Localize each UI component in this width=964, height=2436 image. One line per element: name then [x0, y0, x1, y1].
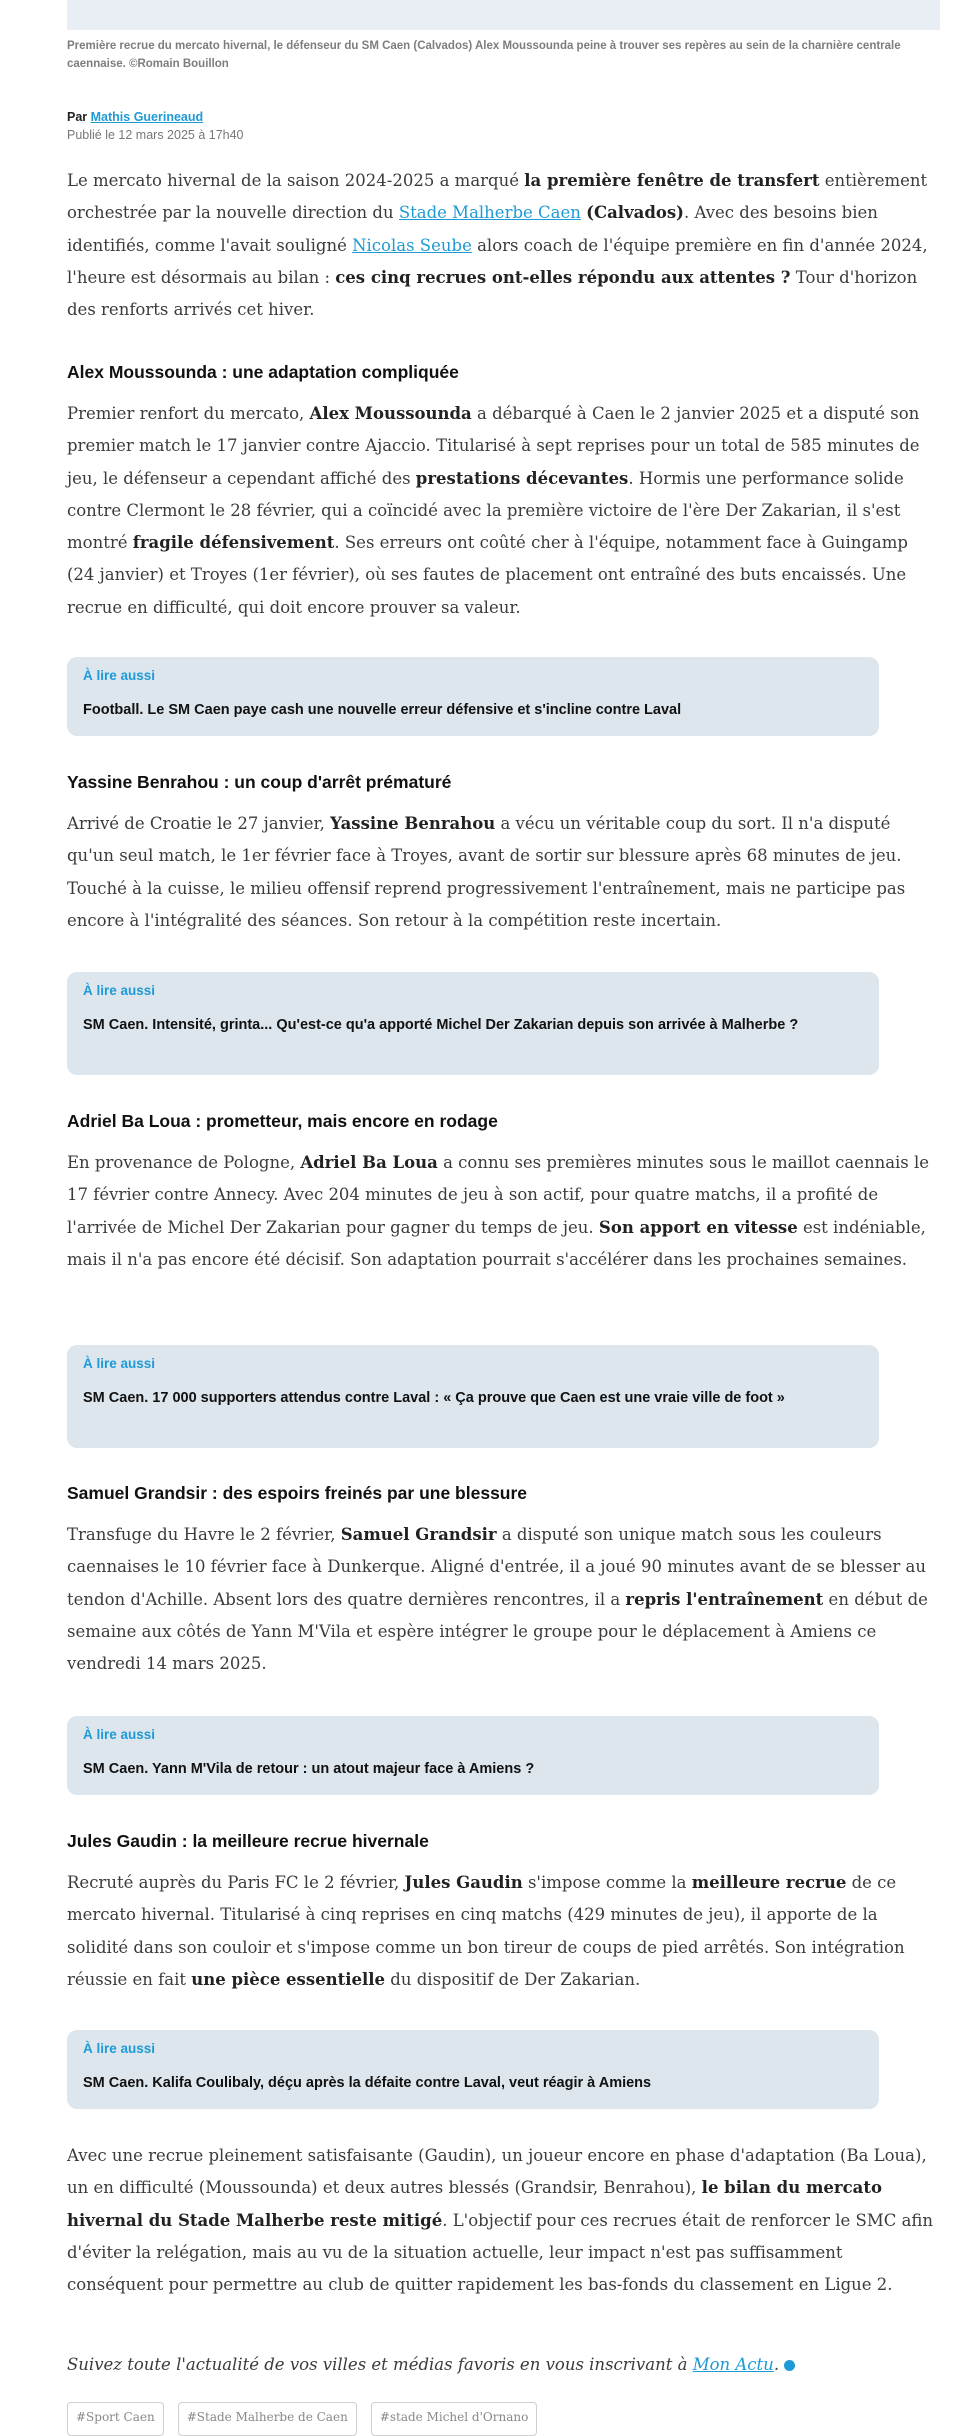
section-paragraph-moussounda: Premier renfort du mercato, Alex Moussounda a débarqué à Caen le 2 janvier 2025 et a disputé son premier match le 17 janvier contre Ajaccio. Titularisé à sept reprises pour un total de 585 minutes de jeu, le défenseur a cependant affiché des prestations décevantes. Hormis une performance solide contre Clermont le 28 février, qui a coïncidé avec la première victoire de l'ère Der Zakarian, il s'est montré fragile défensivement. Ses erreurs ont coûté cher à l'équipe, notamment face à Guingamp (24 janvier) et Troyes (1er février), où ses fautes de placement ont entraîné des buts encaissés. Une recrue en difficulté, qui doit encore prouver sa valeur. [67, 404, 920, 617]
section-heading-moussounda: Alex Moussounda : une adaptation compliquée [67, 362, 459, 382]
image-caption: Première recrue du mercato hivernal, le défenseur du SM Caen (Calvados) Alex Moussounda peine à trouver ses repères au sein de la charnière centrale caennaise. ©Romain Bouillon [67, 40, 901, 70]
tag-list [67, 2402, 537, 2436]
article-image-bottom [67, 0, 940, 30]
related-title[interactable]: Football. Le SM Caen paye cash une nouvelle erreur défensive et s'incline contre Laval [83, 702, 682, 718]
related-title[interactable]: SM Caen. Intensité, grinta... Qu'est-ce qu'a apporté Michel Der Zakarian depuis son arrivée à Malherbe ? [83, 1017, 799, 1033]
conclusion-paragraph: Avec une recrue pleinement satisfaisante (Gaudin), un joueur encore en phase d'adaptation (Ba Loua), un en difficulté (Moussounda) et deux autres blessés (Grandsir, Benrahou), le bilan du mercato hivernal du Stade Malherbe reste mitigé. L'objectif pour ces recrues était de renforcer le SMC afin d'éviter la relégation, mais au vu de la situation actuelle, leur impact n'est pas suffisamment conséquent pour permettre au club de quitter rapidement les bas-fonds du classement en Ligue 2. [67, 2146, 934, 2295]
related-title[interactable]: SM Caen. Kalifa Coulibaly, déçu après la défaite contre Laval, veut réagir à Amiens [83, 2075, 652, 2091]
related-article-box[interactable] [67, 2030, 879, 2109]
related-title[interactable]: SM Caen. 17 000 supporters attendus contre Laval : « Ça prouve que Caen est une vraie ville de foot » [83, 1390, 785, 1406]
publish-date: Publié le 12 mars 2025 à 17h40 [67, 128, 244, 142]
section-heading-baloua: Adriel Ba Loua : prometteur, mais encore en rodage [67, 1111, 498, 1131]
mon-actu-link[interactable]: Mon Actu [692, 2355, 774, 2374]
related-article-box[interactable] [67, 1345, 879, 1448]
related-kicker: À lire aussi [83, 668, 156, 683]
related-kicker: À lire aussi [83, 983, 156, 998]
section-paragraph-gaudin: Recruté auprès du Paris FC le 2 février, Jules Gaudin s'impose comme la meilleure recrue de ce mercato hivernal. Titularisé à cinq reprises en cinq matchs (429 minutes de jeu), il apporte de la solidité dans son couloir et s'impose comme un bon tireur de coups de pied arrêtés. Son intégration réussie en fait une pièce essentielle du dispositif de Der Zakarian. [67, 1873, 905, 1989]
byline [67, 108, 940, 126]
intro-paragraph: Le mercato hivernal de la saison 2024-2025 a marqué la première fenêtre de transfert entièrement orchestrée par la nouvelle direction du Stade Malherbe Caen (Calvados). Avec des besoins bien identifiés, comme l'avait souligné Nicolas Seube alors coach de l'équipe première en fin d'année 2024, l'heure est désormais au bilan : ces cinq recrues ont-elles répondu aux attentes ? Tour d'horizon des renforts arrivés cet hiver. [67, 171, 928, 320]
tag-chip[interactable]: #stade Michel d'Ornano [371, 2402, 538, 2436]
author-link[interactable]: Mathis Guerineaud [90, 110, 204, 124]
stade-malherbe-link[interactable]: Stade Malherbe Caen [398, 203, 581, 223]
blue-dot-icon [784, 2360, 795, 2371]
byline-prefix: Par [67, 110, 91, 124]
related-title[interactable]: SM Caen. Yann M'Vila de retour : un atout majeur face à Amiens ? [83, 1761, 535, 1777]
section-heading-benrahou: Yassine Benrahou : un coup d'arrêt prématuré [67, 772, 452, 792]
tag-chip[interactable]: #Sport Caen [67, 2402, 164, 2436]
related-article-box[interactable] [67, 657, 879, 736]
section-paragraph-grandsir: Transfuge du Havre le 2 février, Samuel Grandsir a disputé son unique match sous les couleurs caennaises le 10 février face à Dunkerque. Aligné d'entrée, il a joué 90 minutes avant de se blesser au tendon d'Achille. Absent lors des quatre dernières rencontres, il a repris l'entraînement en début de semaine aux côtés de Yann M'Vila et espère intégrer le groupe pour le déplacement à Amiens ce vendredi 14 mars 2025. [67, 1525, 928, 1674]
related-article-box[interactable] [67, 1716, 879, 1795]
nicolas-seube-link[interactable]: Nicolas Seube [352, 235, 472, 255]
mon-actu-cta: Suivez toute l'actualité de vos villes et médias favoris en vous inscrivant à Mon Actu. [67, 2352, 940, 2378]
section-paragraph-benrahou: Arrivé de Croatie le 27 janvier, Yassine Benrahou a vécu un véritable coup du sort. Il n'a disputé qu'un seul match, le 1er février face à Troyes, avant de sortir sur blessure après 68 minutes de jeu. Touché à la cuisse, le milieu offensif reprend progressivement l'entraînement, mais ne participe pas encore à l'intégralité des séances. Son retour à la compétition reste incertain. [67, 814, 906, 930]
tag-chip[interactable]: #Stade Malherbe de Caen [178, 2402, 357, 2436]
section-heading-gaudin: Jules Gaudin : la meilleure recrue hivernale [67, 1831, 429, 1851]
related-article-box[interactable] [67, 972, 879, 1075]
byline-block [67, 108, 940, 144]
related-kicker: À lire aussi [83, 2041, 156, 2056]
section-heading-grandsir: Samuel Grandsir : des espoirs freinés par une blessure [67, 1483, 528, 1503]
section-paragraph-baloua: En provenance de Pologne, Adriel Ba Loua a connu ses premières minutes sous le maillot caennais le 17 février contre Annecy. Avec 204 minutes de jeu à son actif, pour quatre matchs, il a profité de l'arrivée de Michel Der Zakarian pour gagner du temps de jeu. Son apport en vitesse est indéniable, mais il n'a pas encore été décisif. Son adaptation pourrait s'accélérer dans les prochaines semaines. [67, 1153, 930, 1269]
related-kicker: À lire aussi [83, 1727, 156, 1742]
related-kicker: À lire aussi [83, 1356, 156, 1371]
